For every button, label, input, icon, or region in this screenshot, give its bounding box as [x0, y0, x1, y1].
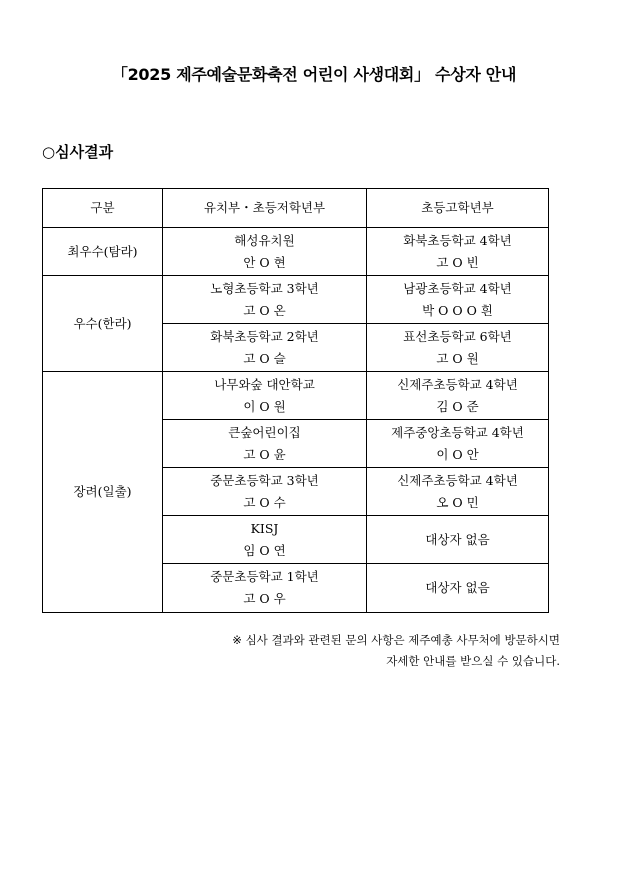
table-row	[43, 228, 549, 276]
student-name: 고 O 원	[436, 350, 479, 366]
winner-cell-lower	[163, 468, 367, 516]
school-name: 대상자 없음	[425, 580, 490, 595]
table-row	[43, 276, 549, 324]
student-name: 이 O 원	[243, 398, 286, 414]
school-name: 제주중앙초등학교 4학년	[391, 424, 524, 440]
winner-cell-upper	[367, 324, 549, 372]
winner-cell-lower	[163, 372, 367, 420]
award-category: 우수(한라)	[43, 276, 163, 372]
winner-cell-upper	[367, 468, 549, 516]
school-name: 중문초등학교 3학년	[210, 472, 319, 488]
school-name: 나무와숲 대안학교	[214, 376, 315, 392]
header-lower-grades: 유치부・초등저학년부	[163, 189, 367, 228]
school-name: 표선초등학교 6학년	[403, 328, 512, 344]
student-name: 이 O 안	[436, 446, 479, 462]
school-name: KISJ	[250, 520, 279, 536]
winner-cell-upper	[367, 516, 549, 564]
section-heading-text: 심사결과	[55, 143, 114, 161]
header-category: 구분	[43, 189, 163, 228]
school-name: 신제주초등학교 4학년	[397, 376, 518, 392]
header-upper-grades: 초등고학년부	[367, 189, 549, 228]
winner-cell-upper	[367, 420, 549, 468]
student-name: 고 O 윤	[243, 446, 286, 462]
student-name: 박 O O O 흰	[422, 302, 493, 318]
winner-cell-lower	[163, 276, 367, 324]
student-name: 고 O 슬	[243, 350, 286, 366]
school-name: 해성유치원	[234, 232, 295, 248]
award-category: 최우수(탐라)	[43, 228, 163, 276]
school-name: 남광초등학교 4학년	[403, 280, 512, 296]
footnote-line: 자세한 안내를 받으실 수 있습니다.	[386, 654, 560, 668]
school-name: 큰숲어린이집	[228, 424, 301, 440]
student-name: 고 O 수	[243, 494, 286, 510]
student-name: 김 O 준	[436, 398, 479, 414]
table-row	[43, 372, 549, 420]
results-table	[42, 188, 549, 613]
student-name: 임 O 연	[243, 542, 286, 558]
table-header-row	[43, 189, 549, 228]
school-name: 중문초등학교 1학년	[210, 569, 319, 584]
school-name: 대상자 없음	[425, 531, 490, 547]
winner-cell-lower	[163, 564, 367, 613]
student-name: 고 O 우	[243, 591, 286, 606]
winner-cell-lower	[163, 516, 367, 564]
document-title: 「2025 제주예술문화축전 어린이 사생대회」 수상자 안내	[111, 65, 517, 84]
winner-cell-lower	[163, 420, 367, 468]
student-name: 고 O 빈	[436, 254, 479, 270]
winner-cell-upper	[367, 228, 549, 276]
school-name: 신제주초등학교 4학년	[397, 472, 518, 488]
winner-cell-lower	[163, 324, 367, 372]
winner-cell-upper	[367, 372, 549, 420]
student-name: 오 O 민	[436, 494, 479, 510]
award-category: 장려(일출)	[43, 372, 163, 613]
winner-cell-upper	[367, 564, 549, 613]
winner-cell-upper	[367, 276, 549, 324]
school-name: 화북초등학교 2학년	[210, 328, 319, 344]
circle-bullet-icon: ○	[42, 143, 56, 161]
school-name: 화북초등학교 4학년	[403, 232, 512, 248]
student-name: 안 O 현	[243, 254, 286, 270]
footnote-line: ※ 심사 결과와 관련된 문의 사항은 제주예총 사무처에 방문하시면	[232, 633, 560, 647]
winner-cell-lower	[163, 228, 367, 276]
footnote	[232, 630, 560, 672]
section-heading	[42, 141, 113, 162]
student-name: 고 O 온	[243, 302, 286, 318]
school-name: 노형초등학교 3학년	[210, 280, 319, 296]
